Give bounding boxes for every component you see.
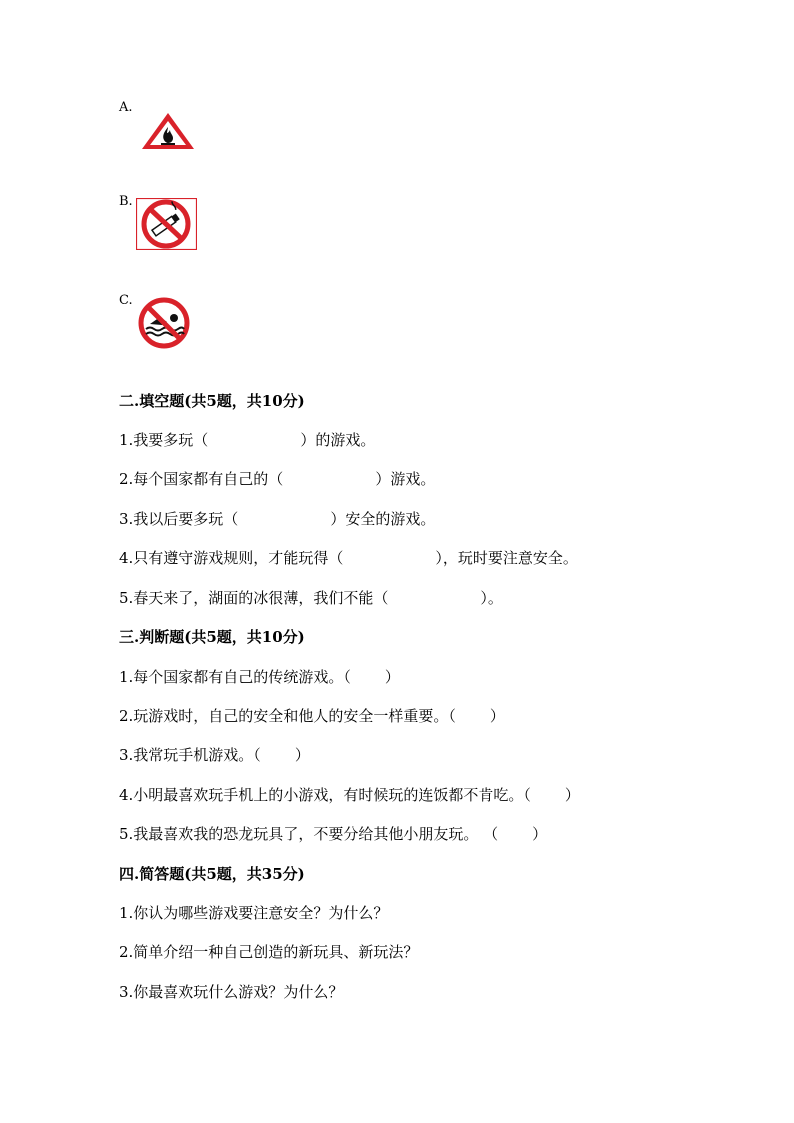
short-answer-question-3: 3.你最喜欢玩什么游戏？为什么？ [119, 983, 344, 1001]
judge-question-2 [119, 705, 505, 726]
fill-question-3 [119, 508, 435, 529]
judge-question-1 [119, 666, 400, 687]
judge-question-4 [119, 784, 580, 805]
no-smoking-icon [136, 198, 197, 250]
question-text: 1.每个国家都有自己的传统游戏。（ [119, 668, 351, 686]
question-text: 2.玩游戏时，自己的安全和他人的安全一样重要。（ [119, 707, 456, 725]
short-answer-question-2: 2.简单介绍一种自己创造的新玩具、新玩法？ [119, 943, 419, 961]
question-text: ）安全的游戏。 [330, 510, 436, 528]
section-3-title: 三.判断题(共5题，共10分) [119, 628, 305, 646]
question-text: ） [294, 746, 310, 764]
fill-question-1 [119, 429, 375, 450]
question-text: ） [384, 668, 400, 686]
fire-warning-triangle-icon [140, 111, 196, 151]
fill-question-5 [119, 587, 503, 608]
question-text: ）。 [480, 589, 503, 607]
option-c-label: C. [119, 293, 133, 308]
question-text: 3.我以后要多玩（ [119, 510, 239, 528]
question-text: ） [532, 825, 548, 843]
question-text: 5.春天来了，湖面的冰很薄，我们不能（ [119, 589, 389, 607]
question-text: 4.只有遵守游戏规则，才能玩得（ [119, 549, 344, 567]
question-text: 3.我常玩手机游戏。（ [119, 746, 261, 764]
no-swimming-icon [136, 296, 192, 350]
fill-question-4 [119, 547, 578, 568]
question-text: ），玩时要注意安全。 [435, 549, 578, 567]
question-text: 2.每个国家都有自己的（ [119, 470, 284, 488]
question-text: 1.我要多玩（ [119, 431, 209, 449]
judge-question-3 [119, 744, 310, 765]
short-answer-question-1: 1.你认为哪些游戏要注意安全？为什么？ [119, 904, 389, 922]
fill-question-2 [119, 468, 435, 489]
question-text: ） [489, 707, 505, 725]
question-text: ）游戏。 [375, 470, 436, 488]
option-b-label: B. [119, 194, 133, 209]
question-text: 5.我最喜欢我的恐龙玩具了，不要分给其他小朋友玩。 （ [119, 825, 499, 843]
section-4-title: 四.简答题(共5题，共35分) [119, 865, 305, 883]
option-a-label: A. [119, 100, 133, 115]
question-text: 4.小明最喜欢玩手机上的小游戏，有时候玩的连饭都不肯吃。（ [119, 786, 531, 804]
judge-question-5 [119, 823, 547, 844]
section-2-title: 二.填空题(共5题，共10分) [119, 392, 305, 410]
question-text: ）的游戏。 [300, 431, 376, 449]
question-text: ） [564, 786, 580, 804]
